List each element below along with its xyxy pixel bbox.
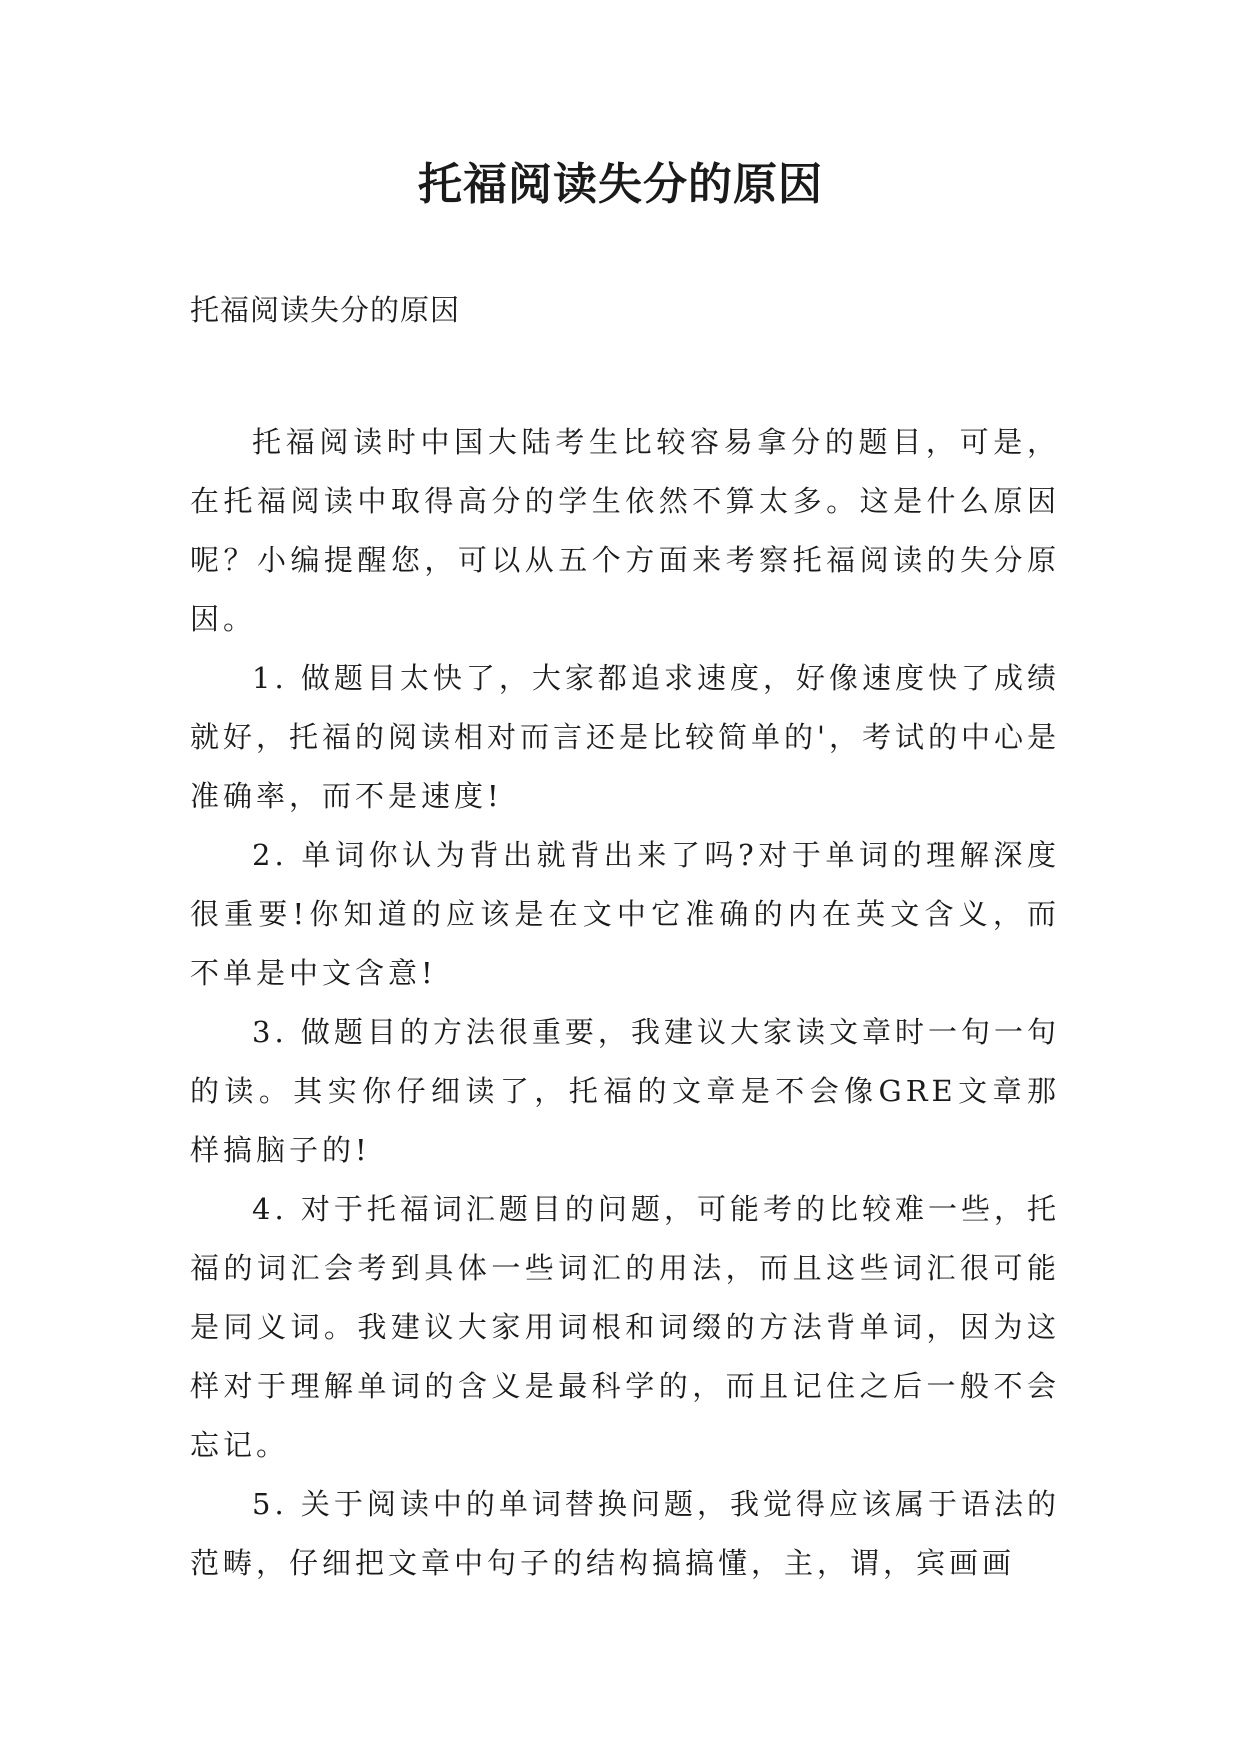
point-3-paragraph: 3. 做题目的方法很重要，我建议大家读文章时一句一句的读。其实你仔细读了，托福的文章是不会像GRE文章那样搞脑子的! [190, 1015, 1060, 1167]
point-1-paragraph: 1. 做题目太快了，大家都追求速度，好像速度快了成绩就好，托福的阅读相对而言还是比较简单的'，考试的中心是准确率，而不是速度! [190, 661, 1060, 813]
point-2-paragraph: 2. 单词你认为背出就背出来了吗?对于单词的理解深度很重要!你知道的应该是在文中它准确的内在英文含义，而不单是中文含意! [190, 838, 1060, 990]
document-body [190, 413, 1060, 1593]
point-4-paragraph: 4. 对于托福词汇题目的问题，可能考的比较难一些，托福的词汇会考到具体一些词汇的用法，而且这些词汇很可能是同义词。我建议大家用词根和词缀的方法背单词，因为这样对于理解单词的含义是最科学的，而且记住之后一般不会忘记。 [190, 1192, 1060, 1462]
document-title: 托福阅读失分的原因 [418, 159, 823, 210]
point-5-paragraph: 5. 关于阅读中的单词替换问题，我觉得应该属于语法的范畴，仔细把文章中句子的结构搞搞懂，主，谓，宾画画 [190, 1487, 1060, 1580]
document-subtitle: 托福阅读失分的原因 [190, 293, 461, 327]
intro-paragraph: 托福阅读时中国大陆考生比较容易拿分的题目，可是，在托福阅读中取得高分的学生依然不算太多。这是什么原因呢？小编提醒您，可以从五个方面来考察托福阅读的失分原因。 [190, 425, 1060, 636]
